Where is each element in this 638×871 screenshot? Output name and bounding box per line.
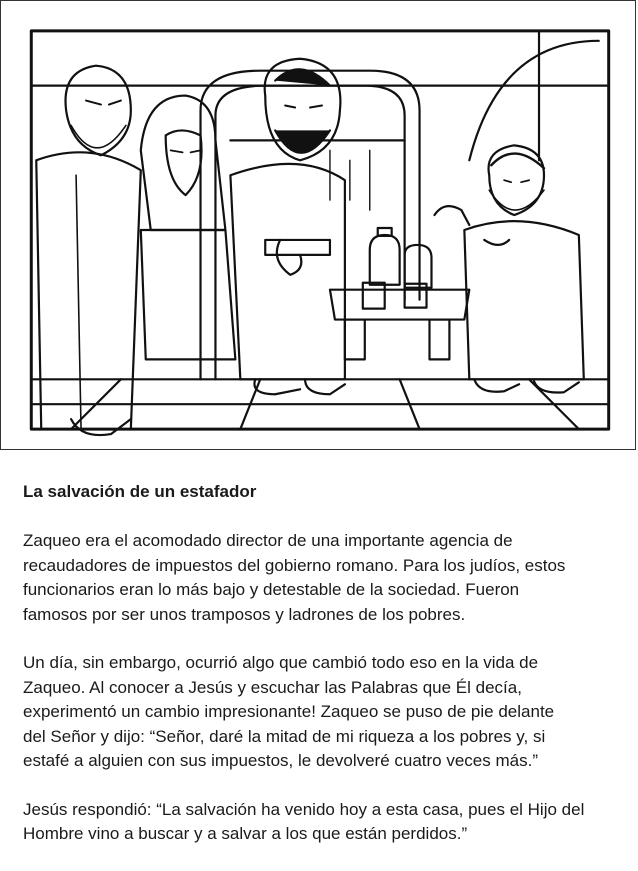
room-background (31, 31, 608, 429)
paragraph-line: funcionarios eran lo más bajo y detestable de la sociedad. Fueron (23, 580, 520, 599)
paragraph-line: estafé a alguien con sus impuestos, le devolveré cuatro veces más.” (23, 751, 538, 770)
paragraph-line: del Señor y dijo: “Señor, daré la mitad de mi riqueza a los pobres y, si (23, 726, 546, 746)
paragraph-line: Zaqueo era el acomodado director de una importante agencia de (23, 531, 513, 550)
paragraph-line: recaudadores de impuestos del gobierno romano. Para los judíos, estos (23, 555, 566, 575)
zacchaeus-figure (434, 145, 583, 392)
paragraph-line: Un día, sin embargo, ocurrió algo que cambió todo eso en la vida de (23, 653, 539, 672)
paragraph-2 (23, 651, 623, 774)
paragraph-line: Zaqueo. Al conocer a Jesús y escuchar las Palabras que Él decía, (23, 677, 522, 697)
story-text (23, 479, 623, 871)
jesus-figure (230, 59, 344, 395)
paragraph-1 (23, 529, 623, 627)
table-with-jars (330, 228, 469, 359)
paragraph-line: Jesús respondió: “La salvación ha venido hoy a esta casa, pues el Hijo del (23, 799, 585, 819)
paragraph-line: experimentó un cambio impresionante! Zaqueo se puso de pie delante (23, 702, 555, 721)
paragraph-line: Hombre vino a buscar y a salvar a los que están perdidos.” (23, 824, 468, 843)
paragraph-line: famosos por ser unos tramposos y ladrones de los pobres. (23, 604, 466, 624)
story-title: La salvación de un estafador (23, 482, 257, 501)
hooded-man-figure (141, 96, 236, 360)
paragraph-3 (23, 798, 623, 847)
